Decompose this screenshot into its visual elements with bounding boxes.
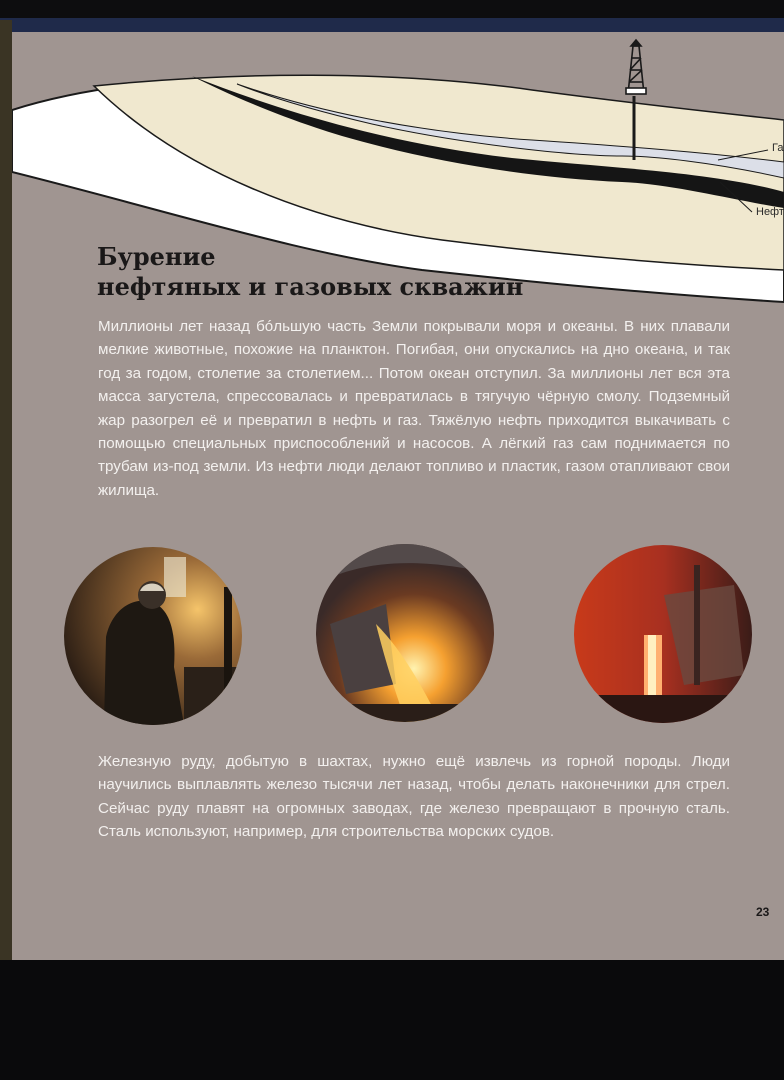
gas-label: Га — [772, 142, 784, 154]
scan-background — [0, 960, 784, 1080]
heading-line-2: нефтяных и газовых скважин — [97, 272, 524, 301]
section-heading — [97, 242, 523, 302]
oil-label: Нефт — [756, 206, 784, 218]
photo-foundry-worker — [64, 547, 242, 725]
iron-paragraph: Железную руду, добытую в шахтах, нужно ещё извлечь из горной породы. Люди научились выплавлять железо тысячи лет назад, чтобы делать наконечники для стрел. Сейчас руду плавят на огромных заводах, где железо превращают в прочную сталь. Сталь используют, например, для строительства морских судов. — [98, 753, 730, 841]
book-cover-edge-top — [0, 18, 784, 32]
photo-molten-metal-pour — [316, 544, 494, 722]
photo-steel-plant — [574, 545, 752, 723]
oil-gas-paragraph: Миллионы лет назад бóльшую часть Земли покрывали моря и океаны. В них плавали мелкие животные, похожие на планктон. Погибая, они опускались на дно океана, и так год за годом, столетие за столетием... Потом океан отступил. За миллионы лет вся эта масса загустела, спрессовалась и превратилась в тягучую чёрную смолу. Подземный жар разогрел её и превратил в нефть и газ. Тяжёлую нефть приходится выкачивать с помощью специальных приспособлений и насосов. А лёгкий газ сам поднимается по трубам из-под земли. Из нефти люди делают топливо и пластик, газом отапливают свои жилища. — [98, 318, 730, 499]
page-number: 23 — [756, 905, 770, 919]
book-cover-edge-left — [0, 20, 12, 960]
drilling-derrick — [626, 40, 646, 94]
book-page — [12, 32, 784, 960]
heading-line-1: Бурение — [97, 242, 216, 271]
